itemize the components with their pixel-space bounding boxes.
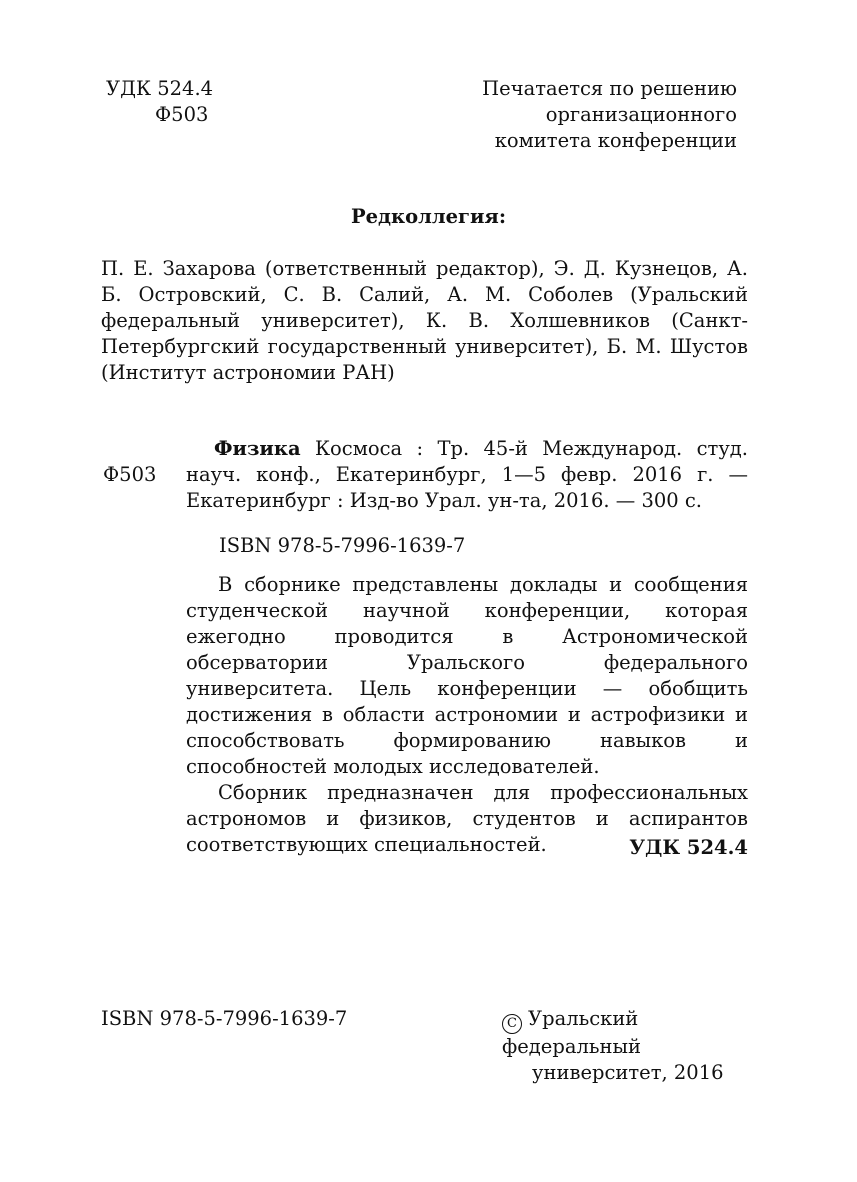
copyright-holder: Уральский федеральный [502, 1007, 641, 1058]
publish-note [437, 76, 737, 154]
publish-note-line: комитета конференции [494, 129, 737, 152]
editorial-board-title: Редколлегия: [350, 205, 507, 228]
udk-header [106, 76, 213, 128]
catalog-code: Ф503 [155, 103, 209, 126]
editorial-board-members: П. Е. Захарова (ответственный редактор), Э. Д. Кузнецов, А. Б. Островский, С. В. Салий, А. М. Соболев (Уральский федеральный университет), К. В. Холшевников (Санкт-Петербургский государственный университет), Б. М. Шустов (Институт астрономии РАН) [101, 257, 748, 384]
copyright-icon: C [502, 1014, 522, 1034]
udk-footer: УДК 524.4 [629, 836, 748, 859]
book-title: Физика [214, 437, 301, 460]
book-description: Космоса : Тр. 45-й Международ. студ. науч. конф., Екатеринбург, 1—5 февр. 2016 г. — Екатеринбург : Изд-во Урал. ун-та, 2016. — 300 с. [186, 437, 748, 512]
udk-header-label: УДК 524.4 [106, 77, 214, 100]
isbn-footer: ISBN 978-5-7996-1639-7 [101, 1007, 348, 1030]
annotation-paragraph: В сборнике представлены доклады и сообщения студенческой научной конференции, которая ежегодно проводится в Астрономической обсерватории Уральского федерального университета. Цель конференции — обобщить достижения в области астрономии и астрофизики и способствовать формированию навыков и способностей молодых исследователей. [186, 573, 748, 778]
publish-note-line: организационного [545, 103, 737, 126]
bibliographic-code: Ф503 [103, 463, 157, 486]
copyright [502, 1006, 750, 1086]
publish-note-line: Печатается по решению [482, 77, 737, 100]
bibliographic-entry [186, 436, 748, 514]
copyright-year: университет, 2016 [532, 1061, 724, 1084]
annotation [186, 572, 748, 858]
isbn: ISBN 978-5-7996-1639-7 [219, 534, 466, 557]
annotation-paragraph: Сборник предназначен для профессиональных астрономов и физиков, студентов и аспирантов соответствующих специальностей. [186, 781, 748, 856]
